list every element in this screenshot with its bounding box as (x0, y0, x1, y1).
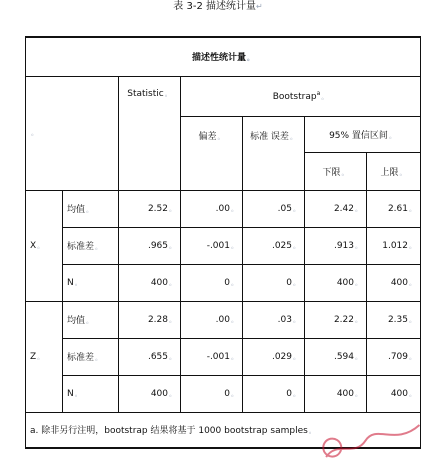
lower-header: 下限。 (305, 152, 367, 190)
row-label: 标准差。 (63, 338, 119, 375)
table-row (26, 227, 421, 264)
lower-cell: .913。 (305, 227, 367, 264)
table-title: 描述性统计量。 (26, 37, 421, 76)
lower-cell: 2.22。 (305, 301, 367, 338)
upper-cell: 400。 (367, 375, 421, 412)
row-label: 均值。 (63, 301, 119, 338)
statistic-cell: 2.28。 (119, 301, 181, 338)
stderr-header: 标准 误差。 (243, 116, 305, 190)
paragraph-mark: ↵ (256, 2, 263, 11)
caption-text: 表 3-2 描述统计量 (173, 1, 256, 12)
upper-header: 上限。 (367, 152, 421, 190)
lower-cell: .594。 (305, 338, 367, 375)
bias-cell: -.001。 (181, 227, 243, 264)
stderr-cell: 0。 (243, 264, 305, 301)
group-label: X。 (26, 190, 63, 301)
statistic-cell: .655。 (119, 338, 181, 375)
upper-cell: .709。 (367, 338, 421, 375)
row-label: N。 (63, 375, 119, 412)
bias-cell: .00。 (181, 190, 243, 227)
table-row (26, 375, 421, 412)
table-row (26, 338, 421, 375)
watermark-circle (322, 437, 343, 458)
table-caption (0, 0, 436, 18)
upper-cell: 1.012。 (367, 227, 421, 264)
corner-cell: 。 (26, 76, 119, 190)
descriptive-statistics-table (25, 36, 421, 449)
stderr-cell: .029。 (243, 338, 305, 375)
upper-cell: 2.35。 (367, 301, 421, 338)
statistic-cell: .965。 (119, 227, 181, 264)
statistic-header: Statistic。 (119, 76, 181, 190)
bias-cell: .00。 (181, 301, 243, 338)
bias-cell: -.001。 (181, 338, 243, 375)
bias-cell: 0。 (181, 375, 243, 412)
bootstrap-header: Bootstrap$^a$。 (181, 76, 421, 116)
statistic-cell: 2.52。 (119, 190, 181, 227)
table-footnote: a. 除非另行注明，bootstrap 结果将基于 1000 bootstrap samples。 (26, 412, 421, 448)
statistic-cell: 400。 (119, 264, 181, 301)
stderr-cell: 0。 (243, 375, 305, 412)
group-label: Z。 (26, 301, 63, 412)
bias-cell: 0。 (181, 264, 243, 301)
lower-cell: 400。 (305, 375, 367, 412)
row-label: 均值。 (63, 190, 119, 227)
table-row (26, 264, 421, 301)
statistic-cell: 400。 (119, 375, 181, 412)
table-row (26, 190, 421, 227)
lower-cell: 2.42。 (305, 190, 367, 227)
table-row (26, 301, 421, 338)
lower-cell: 400。 (305, 264, 367, 301)
upper-cell: 2.61。 (367, 190, 421, 227)
ci-header: 95% 置信区间。 (305, 116, 421, 152)
row-label: N。 (63, 264, 119, 301)
upper-cell: 400。 (367, 264, 421, 301)
stderr-cell: .025。 (243, 227, 305, 264)
stderr-cell: .03。 (243, 301, 305, 338)
row-label: 标准差。 (63, 227, 119, 264)
stderr-cell: .05。 (243, 190, 305, 227)
bias-header: 偏差。 (181, 116, 243, 190)
